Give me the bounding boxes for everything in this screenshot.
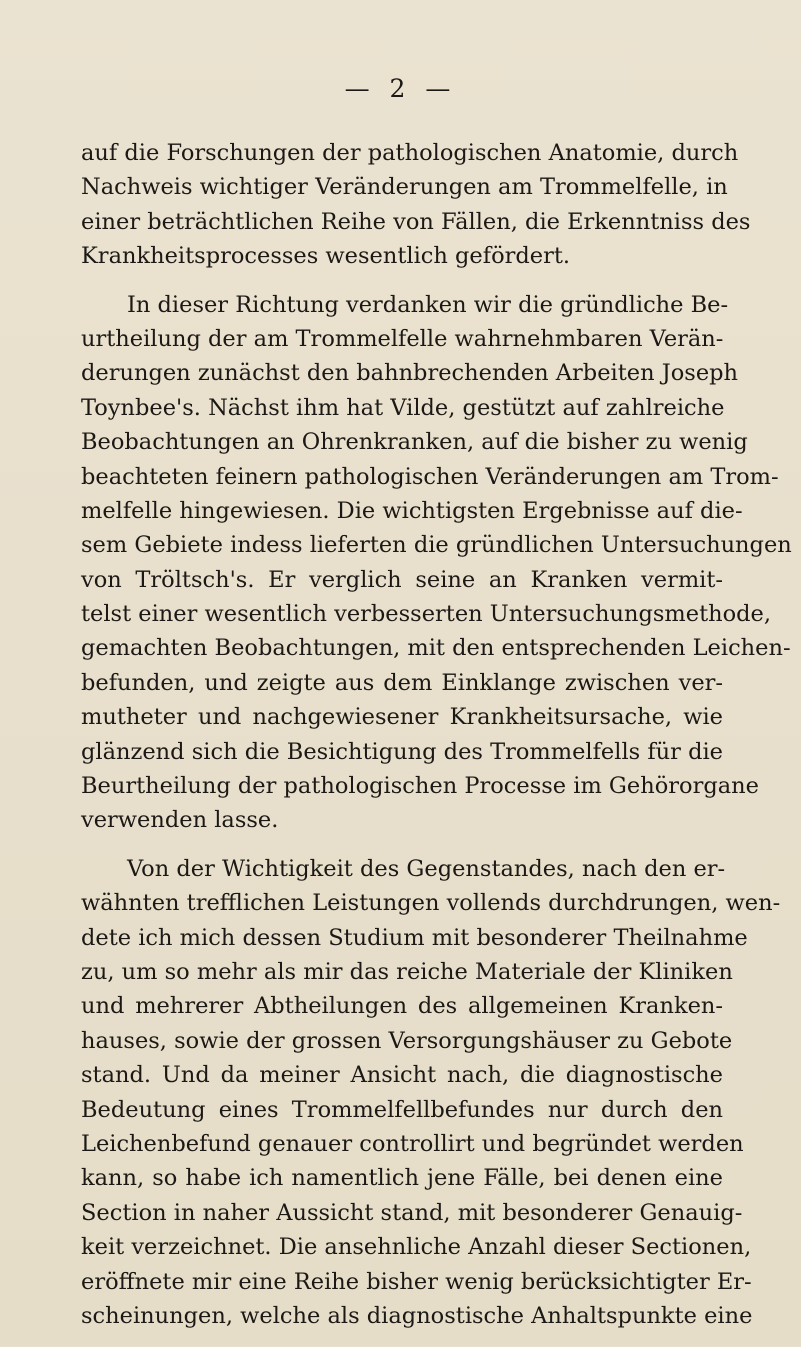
text-line: eröffnete mir eine Reihe bisher wenig berücksichtigter Er- — [81, 1268, 752, 1295]
text-line: Von der Wichtigkeit des Gegenstandes, nach den er- — [127, 855, 726, 882]
text-line: derungen zunächst den bahnbrechenden Arbeiten Joseph — [81, 360, 739, 387]
text-line: Leichenbefund genauer controllirt und begründet werden — [81, 1130, 744, 1157]
text-line: Krankheitsprocesses wesentlich gefördert. — [81, 243, 571, 270]
text-line: urtheilung der am Trommelfelle wahrnehmbaren Verän- — [81, 325, 724, 352]
body-text — [81, 136, 792, 1347]
text-line: mutheter und nachgewiesener Krankheitsursache, wie — [81, 704, 723, 731]
paragraph-2 — [81, 288, 792, 838]
text-line: Beurtheilung der pathologischen Processe im Gehörorgane — [81, 773, 759, 800]
text-line: Toynbee's. Nächst ihm hat Vilde, gestützt auf zahlreiche — [81, 394, 725, 421]
text-line: stand. Und da meiner Ansicht nach, die diagnostische — [81, 1062, 723, 1089]
text-line: zu, um so mehr als mir das reiche Materiale der Kliniken — [81, 958, 733, 985]
text-line: glänzend sich die Besichtigung des Trommelfells für die — [81, 738, 723, 765]
text-line: hauses, sowie der grossen Versorgungshäuser zu Gebote — [81, 1027, 733, 1054]
text-line: scheinungen, welche als diagnostische Anhaltspunkte eine — [81, 1302, 753, 1329]
text-line: dete ich mich dessen Studium mit besonderer Theilnahme — [81, 924, 748, 951]
text-line: In dieser Richtung verdanken wir die gründliche Be- — [127, 291, 729, 318]
text-line: Section in naher Aussicht stand, mit besonderer Genauig- — [81, 1199, 743, 1226]
page-number: — 2 — — [344, 74, 457, 103]
paragraph-3 — [81, 852, 781, 1333]
text-line: telst einer wesentlich verbesserten Untersuchungsmethode, — [81, 601, 772, 628]
text-line: melfelle hingewiesen. Die wichtigsten Ergebnisse auf die- — [81, 497, 743, 524]
text-line: befunden, und zeigte aus dem Einklange zwischen ver- — [81, 669, 723, 696]
text-line: keit verzeichnet. Die ansehnliche Anzahl dieser Sectionen, — [81, 1234, 752, 1261]
text-line: und mehrerer Abtheilungen des allgemeinen Kranken- — [81, 993, 723, 1020]
text-line: Bedeutung eines Trommelfellbefundes nur durch den — [81, 1096, 723, 1123]
text-line: kann, so habe ich namentlich jene Fälle, bei denen eine — [81, 1165, 723, 1192]
text-line: von Tröltsch's. Er verglich seine an Kranken vermit- — [81, 566, 723, 593]
text-line: Beobachtungen an Ohrenkranken, auf die bisher zu wenig — [81, 429, 748, 456]
text-line: verwenden lasse. — [81, 807, 279, 834]
text-line: sem Gebiete indess lieferten die gründlichen Untersuchungen — [81, 532, 792, 559]
text-line: wähnten trefflichen Leistungen vollends durchdrungen, wen- — [81, 890, 781, 917]
text-line: Nachweis wichtiger Veränderungen am Trommelfelle, in — [81, 174, 728, 201]
text-line: beachteten feinern pathologischen Veränderungen am Trom- — [81, 463, 779, 490]
text-line: einer beträchtlichen Reihe von Fällen, die Erkenntniss des — [81, 208, 751, 235]
text-line: auf die Forschungen der pathologischen Anatomie, durch — [81, 140, 739, 166]
paragraph-1 — [81, 136, 751, 274]
text-line: gemachten Beobachtungen, mit den entsprechenden Leichen- — [81, 635, 791, 662]
